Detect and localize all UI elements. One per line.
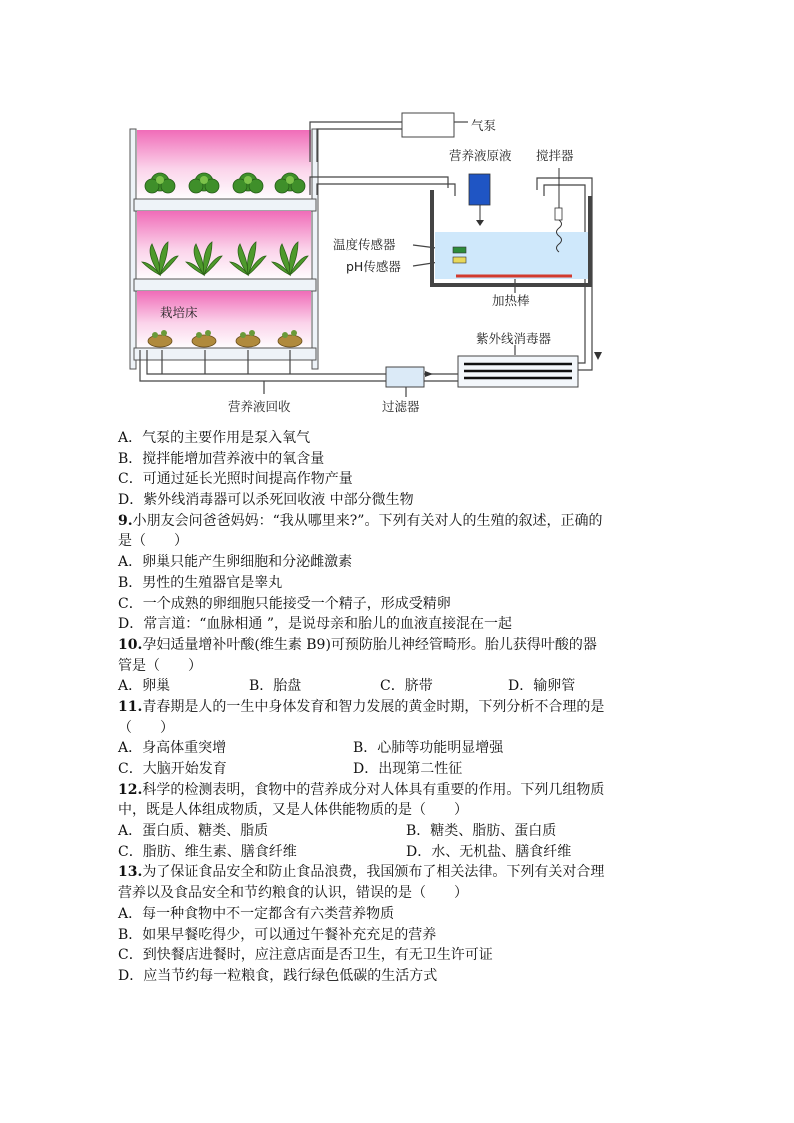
q12-stem-text: 科学的检测表明，食物中的营养成分对人体具有重要的作用。下列几组物质 — [142, 781, 605, 798]
filter — [386, 367, 424, 387]
q10-option-b: B．胎盘 — [249, 678, 302, 695]
q12-stem-cont: 中，既是人体组成物质，又是人体供能物质的是（ ） — [118, 802, 468, 819]
label-bed: 栽培床 — [160, 305, 198, 320]
hydroponic-system-diagram — [118, 108, 618, 423]
uv-sterilizer — [458, 356, 578, 387]
q11-stem — [118, 697, 678, 718]
q8-option-a: A．气泵的主要作用是泵入氧气 — [118, 430, 311, 446]
q13-option-b: B．如果早餐吃得少，可以通过午餐补充充足的营养 — [118, 926, 437, 943]
label-stirrer: 搅拌器 — [536, 148, 574, 163]
q11-option-a: A．身高体重突增 — [118, 740, 227, 757]
q13-option-c: C．到快餐店进餐时，应注意店面是否卫生，有无卫生许可证 — [118, 947, 493, 964]
q12-option-b: B．糖类、脂肪、蛋白质 — [406, 823, 557, 840]
q13-stem-text: 为了保证食品安全和防止食品浪费，我国颁布了相关法律。下列有关对合理 — [142, 864, 605, 881]
label-stock: 营养液原液 — [449, 148, 512, 163]
q8-option-b: B．搅拌能增加营养液中的氧含量 — [118, 450, 325, 467]
q9-option-c: C．一个成熟的卵细胞只能接受一个精子，形成受精卵 — [118, 595, 451, 612]
q13-number: 13. — [118, 864, 143, 881]
q11-options-cd — [118, 759, 678, 780]
q9-stem-cont: 是（ ） — [118, 533, 188, 550]
q8-option-c: C．可通过延长光照时间提高作物产量 — [118, 471, 353, 488]
q9-option-a: A．卵巢只能产生卵细胞和分泌雌激素 — [118, 554, 353, 571]
q8-option-d: D．紫外线消毒器可以杀死回收液 中部分微生物 — [118, 492, 414, 509]
q12-option-a: A．蛋白质、糖类、脂质 — [118, 823, 269, 840]
q10-options — [118, 676, 678, 697]
q9-number: 9. — [118, 512, 133, 529]
q11-option-c: C．大脑开始发育 — [118, 761, 227, 777]
q9-stem-text: 小朋友会问爸爸妈妈：“我从哪里来?”。下列有关对人的生殖的叙述，正确的 — [132, 512, 603, 529]
q12-option-d: D．水、无机盐、膳食纤维 — [406, 843, 572, 860]
q10-option-a: A．卵巢 — [118, 678, 171, 695]
air-pump — [402, 113, 454, 137]
q10-number: 10. — [118, 636, 143, 653]
label-ph-sensor: pH传感器 — [346, 259, 401, 274]
ph-sensor — [453, 257, 466, 263]
q11-stem-text: 青春期是人的一生中身体发育和智力发展的黄金时期，下列分析不合理的是 — [142, 698, 605, 715]
q11-options-ab — [118, 738, 678, 759]
q13-stem-cont: 营养以及食品安全和节约粮食的认识，错误的是（ ） — [118, 885, 468, 902]
cultivation-rack — [130, 129, 318, 369]
q11-number: 11. — [118, 698, 143, 715]
label-uv: 紫外线消毒器 — [476, 331, 552, 346]
label-temp-sensor: 温度传感器 — [333, 237, 396, 252]
q13-option-a: A．每一种食物中不一定都含有六类营养物质 — [118, 905, 395, 922]
q11-option-d: D．出现第二性征 — [353, 761, 463, 777]
q12-option-c: C．脂肪、维生素、膳食纤维 — [118, 843, 297, 860]
q10-stem — [118, 635, 678, 656]
q12-options-cd — [118, 842, 678, 863]
q10-stem-text: 孕妇适量增补叶酸(维生素 B9)可预防胎儿神经管畸形。胎儿获得叶酸的器 — [142, 636, 597, 653]
q13-stem — [118, 862, 678, 883]
q10-option-d: D．输卵管 — [508, 678, 576, 695]
label-filter: 过滤器 — [382, 399, 420, 414]
q10-option-c: C．脐带 — [380, 678, 433, 695]
q11-stem-cont: （ ） — [118, 719, 174, 736]
q9-stem — [118, 511, 678, 532]
q12-number: 12. — [118, 781, 143, 798]
nutrient-tank — [432, 190, 590, 285]
q13-option-d: D．应当节约每一粒粮食，践行绿色低碳的生活方式 — [118, 967, 438, 984]
q11-option-b: B．心肺等功能明显增强 — [353, 740, 504, 757]
label-recycle: 营养液回收 — [228, 399, 291, 414]
q9-option-d: D．常言道：“血脉相通 ”，是说母亲和胎儿的血液直接混在一起 — [118, 616, 512, 633]
label-pump: 气泵 — [471, 118, 497, 133]
stock-solution-bottle — [469, 174, 490, 226]
q9-option-b: B．男性的生殖器官是睾丸 — [118, 574, 283, 591]
q12-options-ab — [118, 821, 678, 842]
question-list — [118, 428, 678, 987]
label-heater: 加热棒 — [492, 293, 530, 308]
temperature-sensor — [453, 247, 466, 253]
q10-stem-cont: 管是（ ） — [118, 657, 202, 674]
q12-stem — [118, 780, 678, 801]
